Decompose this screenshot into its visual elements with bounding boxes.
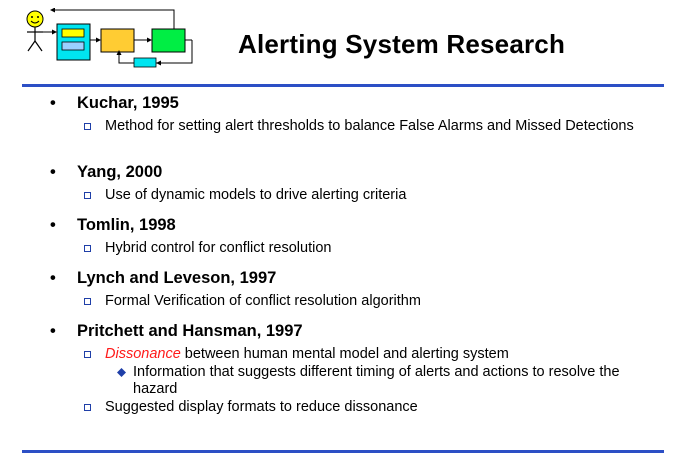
- square-bullet-icon: [84, 351, 91, 358]
- list-item: [50, 94, 179, 113]
- sub-item: Use of dynamic models to drive alerting criteria: [84, 187, 644, 204]
- diamond-bullet-icon: [117, 368, 126, 377]
- sub-item: Method for setting alert thresholds to balance False Alarms and Missed Detections: [84, 118, 644, 135]
- list-item: [50, 322, 303, 341]
- item-heading: Yang, 2000: [77, 163, 163, 181]
- page-title: Alerting System Research: [238, 29, 566, 59]
- sub-item: Formal Verification of conflict resolution algorithm: [84, 293, 644, 310]
- bullet-icon: •: [50, 216, 56, 234]
- item-heading: Pritchett and Hansman, 1997: [77, 322, 303, 340]
- sub-item: Suggested display formats to reduce dissonance: [84, 399, 644, 416]
- top-divider: [22, 84, 664, 87]
- sub-item: Dissonance between human mental model and alerting system: [84, 346, 644, 363]
- sub-item: Hybrid control for conflict resolution: [84, 240, 644, 257]
- item-heading: Kuchar, 1995: [77, 94, 179, 112]
- nested-sub-item: Information that suggests different timing of alerts and actions to resolve the hazard: [117, 364, 637, 398]
- square-bullet-icon: [84, 298, 91, 305]
- square-bullet-icon: [84, 123, 91, 130]
- person-icon: [27, 11, 43, 51]
- list-item: [50, 163, 162, 182]
- bullet-icon: •: [50, 269, 56, 287]
- square-bullet-icon: [84, 245, 91, 252]
- item-heading: Tomlin, 1998: [77, 216, 176, 234]
- block-diagram-logo: [22, 8, 200, 72]
- bullet-icon: •: [50, 322, 56, 340]
- square-bullet-icon: [84, 404, 91, 411]
- list-item: [50, 269, 276, 288]
- list-item: [50, 216, 176, 235]
- bottom-divider: [22, 450, 664, 453]
- square-bullet-icon: [84, 192, 91, 199]
- bullet-icon: •: [50, 163, 56, 181]
- item-heading: Lynch and Leveson, 1997: [77, 269, 277, 287]
- bullet-icon: •: [50, 94, 56, 112]
- dissonance-word: Dissonance: [105, 346, 181, 362]
